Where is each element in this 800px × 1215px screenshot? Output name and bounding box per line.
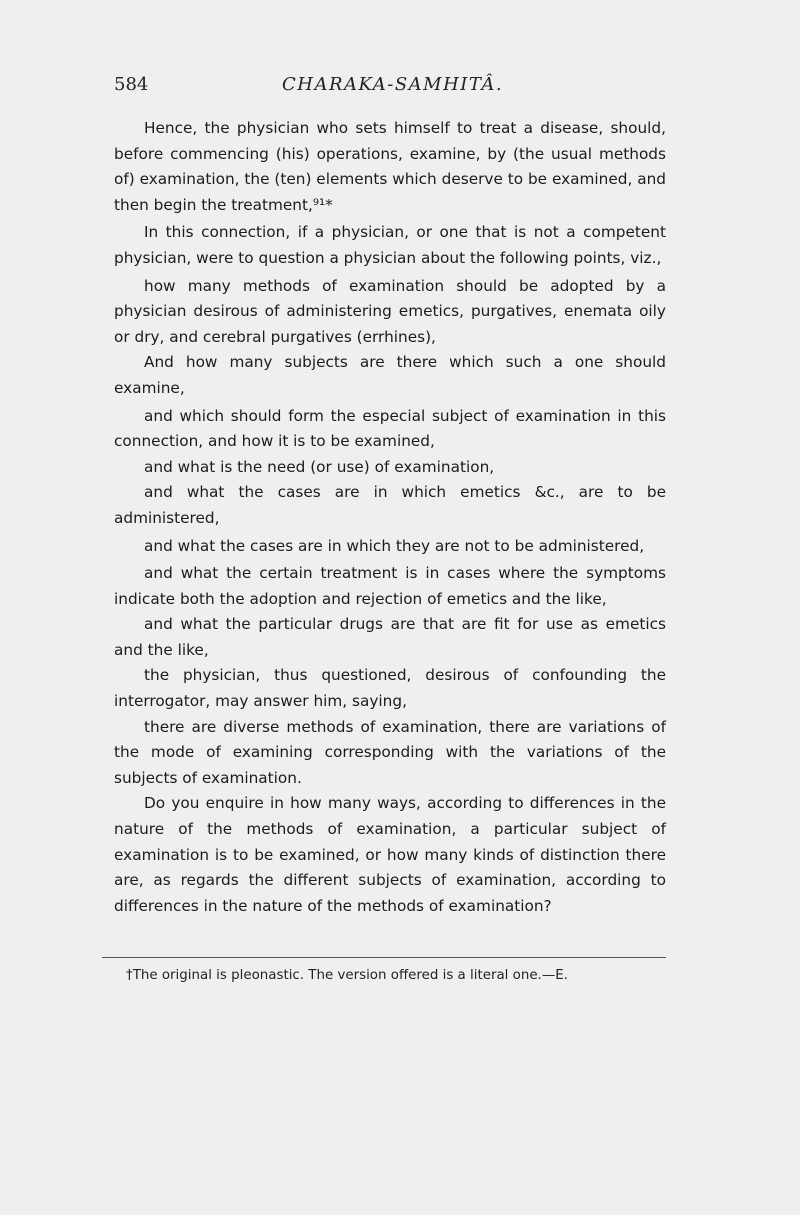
paragraph-certain-treatment: and what the certain treatment is in cases where the symptoms indicate both the adoption and rejection of emetics and the like,	[114, 564, 666, 608]
paragraph-diverse-methods: there are diverse methods of examination, there are variations of the mode of examining corresponding with the variations of the subjects of examination.	[114, 717, 666, 787]
running-title: CHARAKA-SAMHITÂ.	[282, 74, 504, 95]
body-text	[114, 116, 666, 919]
paragraph-cases-administered: and what the cases are in which emetics &c., are to be administered,	[114, 483, 666, 527]
paragraph-in-this-connection: In this connection, if a physician, or one that is not a competent physician, were to question a physician about the following points, viz.,	[114, 223, 666, 267]
paragraph-need-of-examination: and what is the need (or use) of examination,	[144, 457, 495, 476]
paragraph-do-you-enquire: Do you enquire in how many ways, according to differences in the nature of the methods of examination, a particular subject of examination is to be examined, or how many kinds of distinction there are, as regards the different subjects of examination, according to differences in the nature of the methods of examination?	[114, 794, 666, 915]
page-number: 584	[114, 74, 149, 95]
page-header	[114, 74, 674, 102]
footnote: †The original is pleonastic. The version offered is a literal one.—E.	[126, 968, 568, 983]
paragraph-particular-drugs: and what the particular drugs are that are fit for use as emetics and the like,	[114, 615, 666, 659]
paragraph-hence: Hence, the physician who sets himself to treat a disease, should, before commencing (his) operations, examine, by (the usual methods of) examination, the (ten) elements which deserve to be examined, and then begin the treatment,⁹¹*	[114, 119, 666, 214]
paragraph-physician-questioned: the physician, thus questioned, desirous of confounding the interrogator, may answer him, saying,	[114, 666, 666, 711]
paragraph-how-many-methods: how many methods of examination should be adopted by a physician desirous of administering emetics, purgatives, enemata oily or dry, and cerebral purgatives (errhines),	[114, 276, 666, 346]
paragraph-how-many-subjects: And how many subjects are there which such a one should examine,	[114, 353, 666, 397]
paragraph-cases-not-administered: and what the cases are in which they are not to be administered,	[144, 536, 645, 555]
footnote-divider	[102, 957, 666, 958]
paragraph-especial-subject: and which should form the especial subject of examination in this connection, and how it is to be examined,	[114, 406, 666, 451]
